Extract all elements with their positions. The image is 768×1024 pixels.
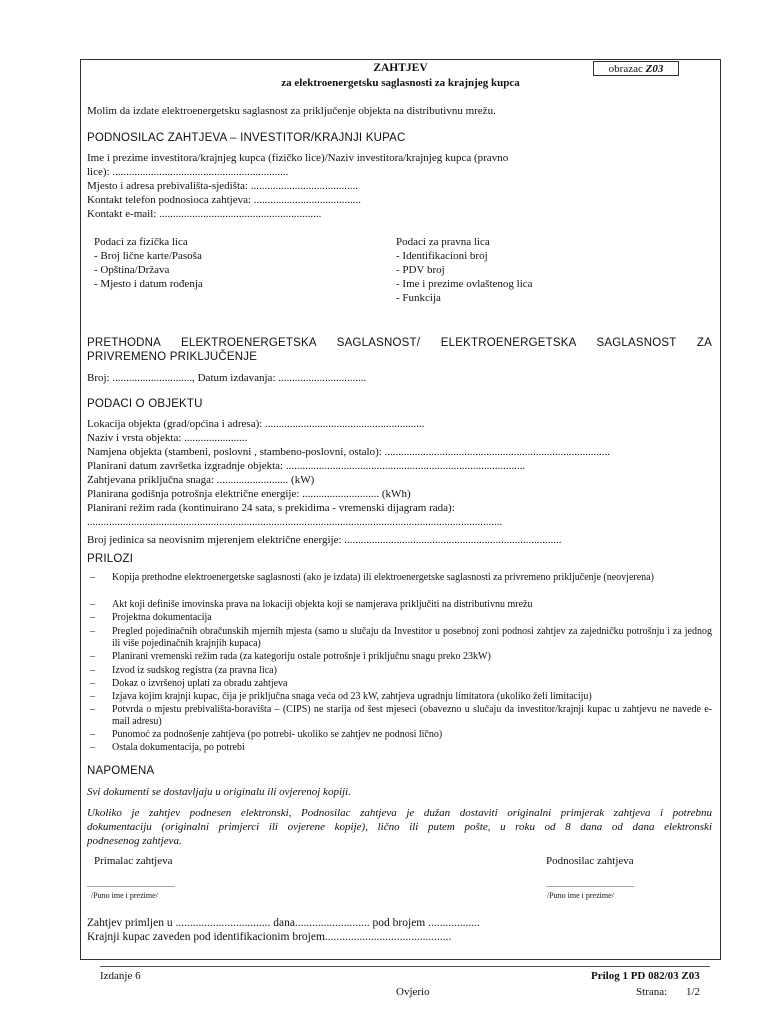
object-field-line: Lokacija objekta (grad/općina i adresa): .......................................................... <box>87 418 425 430</box>
previous-consent-heading: PRETHODNA ELEKTROENERGETSKA SAGLASNOST/ ELEKTROENERGETSKA SAGLASNOST ZA <box>87 337 712 349</box>
edition-label: Izdanje 6 <box>100 970 141 982</box>
applicant-name-hint: /Puno ime i prezime/ <box>547 891 614 900</box>
legal-person-heading: Podaci za pravna lica <box>396 236 490 248</box>
list-dash: – <box>90 651 95 662</box>
receiver-name-hint: /Puno ime i prezime/ <box>91 891 158 900</box>
page-label: Strana: <box>636 986 668 998</box>
form-code: Z03 <box>645 63 664 75</box>
note-paragraph-line: dokumentaciju (originalni primjerci ili ovjerene kopije), lično ili putem pošte, u roku od 8 dana od dana elektronski <box>87 821 712 833</box>
list-dash: – <box>90 729 95 740</box>
object-field-line: Planirani datum završetka izgradnje objekta: ....................................................................................... <box>87 460 526 472</box>
object-field-line: Planirana godišnja potrošnja električne energije: ............................ (kWh) <box>87 488 411 500</box>
legal-person-item: - Funkcija <box>396 292 441 304</box>
attachment-text: Punomoć za podnošenje zahtjeva (po potrebi- ukoliko se zahtjev ne podnosi lično) <box>112 729 443 740</box>
applicant-phone-line: Kontakt telefon podnosioca zahtjeva: ....................................... <box>87 194 362 206</box>
applicant-email-line: Kontakt e-mail: ........................................................... <box>87 208 322 220</box>
applicant-signature-label: Podnosilac zahtjeva <box>546 855 634 867</box>
note-heading: NAPOMENA <box>87 765 155 777</box>
previous-consent-number-line: Broj: ............................., Datum izdavanja: ................................ <box>87 372 367 384</box>
customer-id-line: Krajnji kupac zaveden pod identifikacionim brojem............................................ <box>87 931 452 943</box>
note-paragraph-line: podnesenog zahtjeva. <box>87 835 182 847</box>
page-number: 1/2 <box>686 986 701 998</box>
intro-text: Molim da izdate elektroenergetsku saglasnost za priključenje objekta na distributivnu mrežu. <box>87 105 496 117</box>
natural-person-item: - Opština/Država <box>94 264 170 276</box>
annex-label: Prilog 1 PD 082/03 Z03 <box>591 970 700 982</box>
attachment-text: Potvrda o mjestu prebivališta-boravišta – (CIPS) ne starija od šest mjeseci (obavezno u slučaju da investitor/krajnji kupac u zahtjevu ne navede e-mail adresu) <box>112 704 712 727</box>
attachment-text: Projektna dokumentacija <box>112 612 212 623</box>
applicant-name-line: Ime i prezime investitora/krajnjeg kupca (fizičko lice)/Naziv investitora/krajnjeg kupca (pravno <box>87 152 509 164</box>
attachments-heading: PRILOZI <box>87 553 134 565</box>
attachment-text: Kopija prethodne elektroenergetske saglasnosti (ako je izdata) ili elektroenergetske saglasnosti za privremeno priključenje (neovjerena) <box>112 572 654 583</box>
natural-person-item: - Mjesto i datum rođenja <box>94 278 203 290</box>
attachment-text: Izjava kojim krajnji kupac, čija je priključna snaga veća od 23 kW, zahtjeva ugradnju limitatora (ukoliko želi limitaciju) <box>112 691 592 702</box>
attachment-text: Izvod iz sudskog registra (za pravna lica) <box>112 665 277 676</box>
applicant-address-line: Mjesto i adresa prebivališta-sjedišta: ....................................... <box>87 180 358 192</box>
object-field-line: Naziv i vrsta objekta: ....................... <box>87 432 248 444</box>
object-field-line: Namjena objekta (stambeni, poslovni , stambeno-poslovni, ostalo): .................................................................................. <box>87 446 611 458</box>
list-dash: – <box>90 612 95 623</box>
certified-label: Ovjerio <box>396 986 430 998</box>
attachment-text: Ostala dokumentacija, po potrebi <box>112 742 245 753</box>
applicant-signature-line: ............................................ <box>546 880 634 889</box>
footer-divider <box>100 966 710 967</box>
attachment-text: Akt koji definiše imovinska prava na lokaciji objekta koji se namjerava priključiti na distributivnu mrežu <box>112 599 533 610</box>
object-field-line: ....................................................................................................................................................... <box>87 516 503 528</box>
applicant-name-line-2: lice): ................................................................ <box>87 166 289 178</box>
legal-person-item: - PDV broj <box>396 264 445 276</box>
receiver-signature-line: ............................................ <box>87 880 175 889</box>
attachment-text: Planirani vremenski režim rada (za kategoriju ostale potrošnje i priključnu snagu preko 23kW) <box>112 651 491 662</box>
list-dash: – <box>90 691 95 702</box>
note-line: Svi dokumenti se dostavljaju u originalu ili ovjerenoj kopiji. <box>87 786 351 798</box>
legal-person-item: - Identifikacioni broj <box>396 250 488 262</box>
list-dash: – <box>90 678 95 689</box>
form-code-box <box>593 61 679 76</box>
form-title: ZAHTJEV <box>373 62 428 74</box>
note-paragraph-line: Ukoliko je zahtjev podnesen elektronski, Podnosilac zahtjeva je dužan dostaviti originalni primjerak zahtjeva i potrebnu <box>87 807 712 819</box>
list-dash: – <box>90 572 95 583</box>
list-dash: – <box>90 626 95 637</box>
object-field-line: Broj jedinica sa neovisnim mjerenjem električne energije: ............................................................................... <box>87 534 562 546</box>
attachment-text: Dokaz o izvršenoj uplati za obradu zahtjeva <box>112 678 288 689</box>
previous-consent-heading-2: PRIVREMENO PRIKLJUČENJE <box>87 351 258 363</box>
receiver-label: Primalac zahtjeva <box>94 855 173 867</box>
object-field-line: Zahtjevana priključna snaga: .......................... (kW) <box>87 474 315 486</box>
object-field-line: Planirani režim rada (kontinuirano 24 sata, s prekidima - vremenski dijagram rada): <box>87 502 455 514</box>
received-line: Zahtjev primljen u ................................. dana.......................... pod brojem .................. <box>87 917 480 929</box>
applicant-heading: PODNOSILAC ZAHTJEVA – INVESTITOR/KRAJNJI KUPAC <box>87 132 406 144</box>
object-heading: PODACI O OBJEKTU <box>87 398 203 410</box>
list-dash: – <box>90 665 95 676</box>
natural-person-item: - Broj lične karte/Pasoša <box>94 250 202 262</box>
legal-person-item: - Ime i prezime ovlaštenog lica <box>396 278 533 290</box>
form-code-label: obrazac <box>608 63 643 75</box>
form-subtitle: za elektroenergetsku saglasnosti za krajnjeg kupca <box>281 77 520 89</box>
list-dash: – <box>90 704 95 715</box>
list-dash: – <box>90 599 95 610</box>
list-dash: – <box>90 742 95 753</box>
natural-person-heading: Podaci za fizička lica <box>94 236 188 248</box>
attachment-text: Pregled pojedinačnih obračunskih mjernih mjesta (samo u slučaju da Investitor u posebnoj zoni podnosi zahtjev za zajedničku potrošnju i za jednog ili više pojedinačnih krajnjih kupaca) <box>112 626 712 649</box>
